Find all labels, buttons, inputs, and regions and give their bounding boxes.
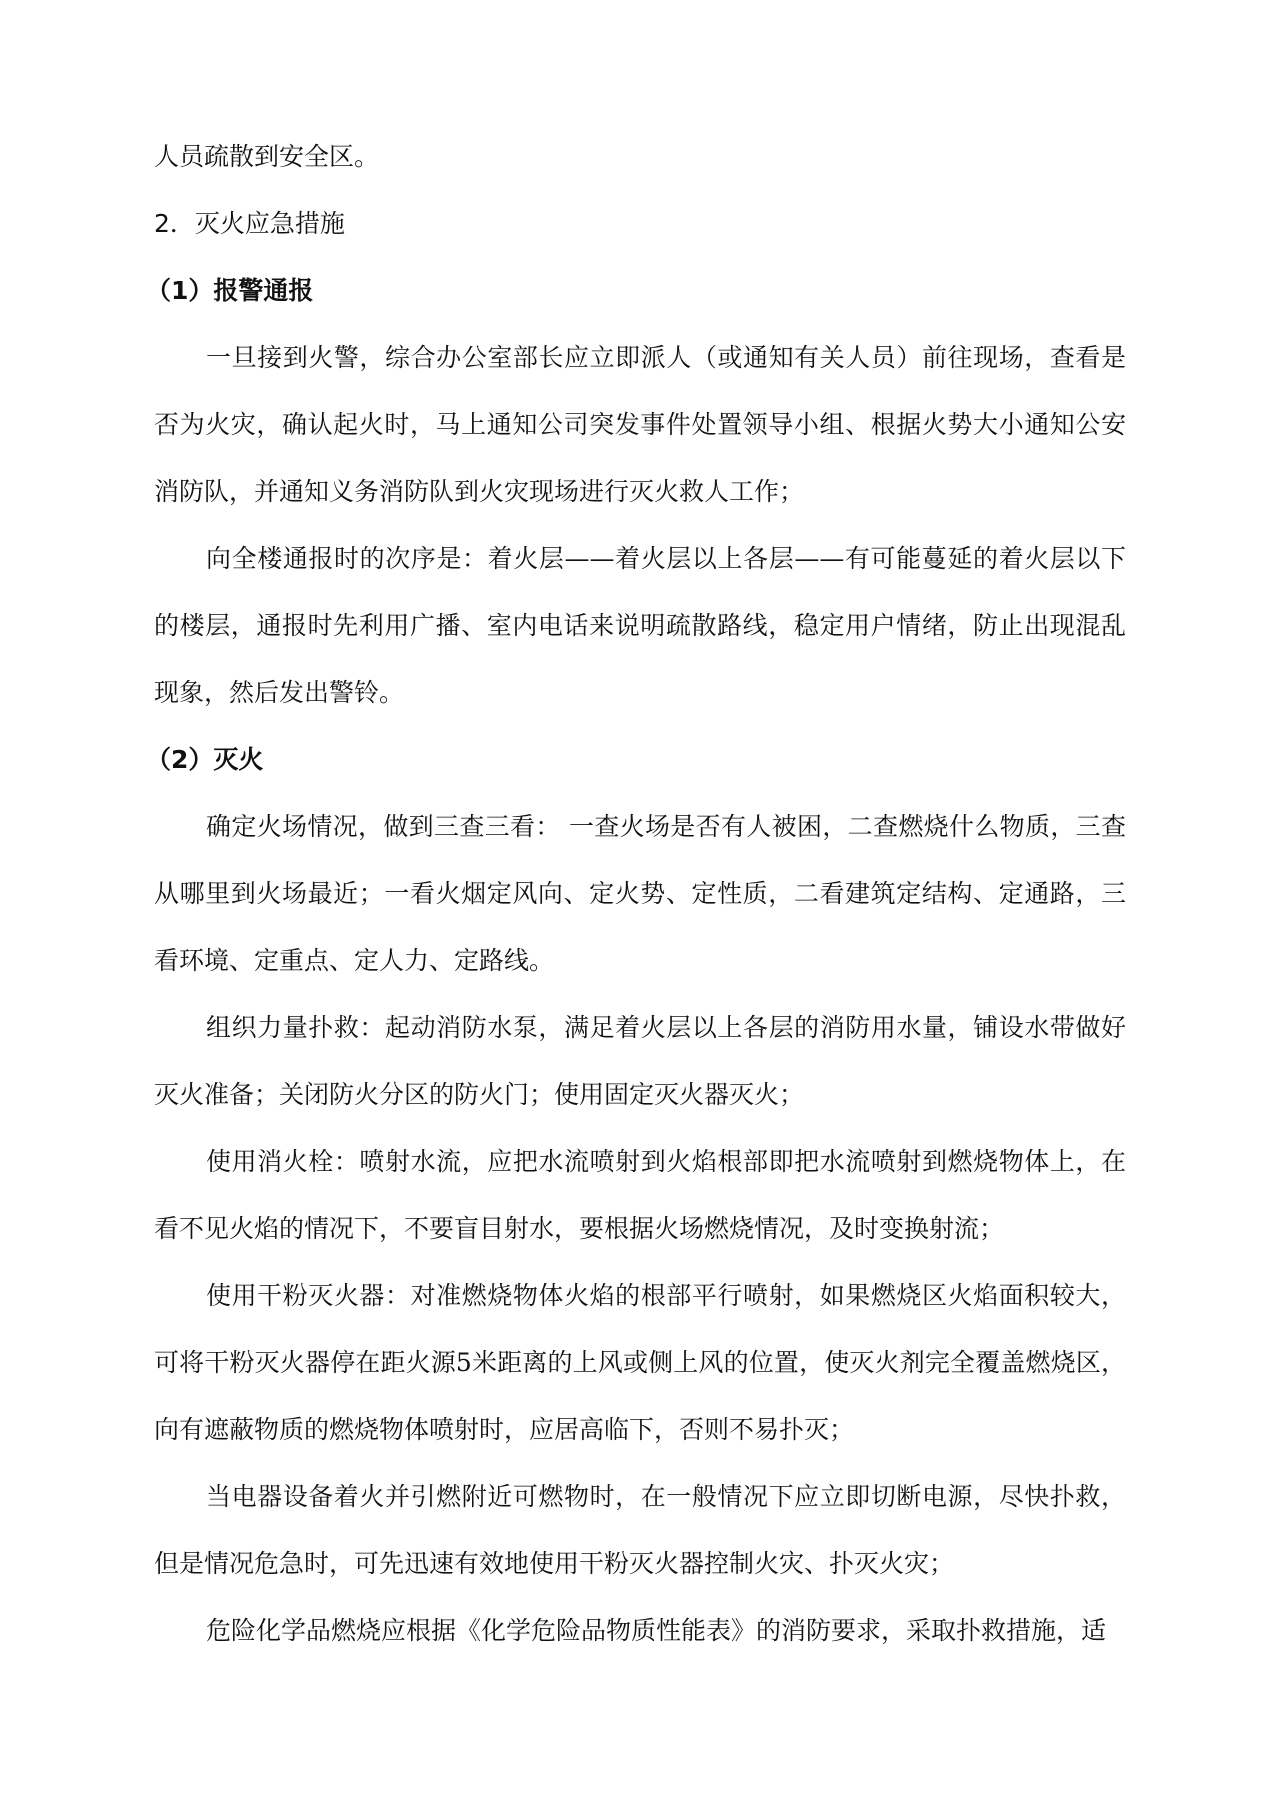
section-heading: 2．灭火应急措施	[154, 209, 345, 238]
paragraph: 当电器设备着火并引燃附近可燃物时，在一般情况下应立即切断电源，尽快扑救，但是情况危急时，可先迅速有效地使用干粉灭火器控制火灾、扑灭火灾；	[154, 1482, 1126, 1578]
document-body	[146, 123, 1126, 1664]
paragraph: 向全楼通报时的次序是：着火层——着火层以上各层——有可能蔓延的着火层以下的楼层，通报时先利用广播、室内电话来说明疏散路线，稳定用户情绪，防止出现混乱现象，然后发出警铃。	[154, 544, 1126, 707]
paragraph: 一旦接到火警，综合办公室部长应立即派人（或通知有关人员）前往现场，查看是否为火灾，确认起火时，马上通知公司突发事件处置领导小组、根据火势大小通知公安消防队，并通知义务消防队到火灾现场进行灭火救人工作；	[154, 343, 1126, 506]
paragraph: 确定火场情况，做到三查三看： 一查火场是否有人被困，二查燃烧什么物质，三查从哪里到火场最近；一看火烟定风向、定火势、定性质，二看建筑定结构、定通路，三看环境、定重点、定人力、定路线。	[154, 812, 1126, 975]
paragraph: 人员疏散到安全区。	[154, 142, 380, 171]
paragraph: 使用消火栓：喷射水流，应把水流喷射到火焰根部即把水流喷射到燃烧物体上，在看不见火焰的情况下，不要盲目射水，要根据火场燃烧情况，及时变换射流；	[154, 1147, 1126, 1243]
paragraph: 使用干粉灭火器：对准燃烧物体火焰的根部平行喷射，如果燃烧区火焰面积较大，可将干粉灭火器停在距火源5米距离的上风或侧上风的位置，使灭火剂完全覆盖燃烧区，向有遮蔽物质的燃烧物体喷射时，应居高临下，否则不易扑灭；	[154, 1281, 1126, 1444]
subsection-heading: （1）报警通报	[146, 276, 314, 305]
paragraph: 危险化学品燃烧应根据《化学危险品物质性能表》的消防要求，采取扑救措施，适	[206, 1616, 1107, 1645]
subsection-heading: （2）灭火	[146, 745, 264, 774]
paragraph: 组织力量扑救：起动消防水泵，满足着火层以上各层的消防用水量，铺设水带做好灭火准备；关闭防火分区的防火门；使用固定灭火器灭火；	[154, 1013, 1126, 1109]
